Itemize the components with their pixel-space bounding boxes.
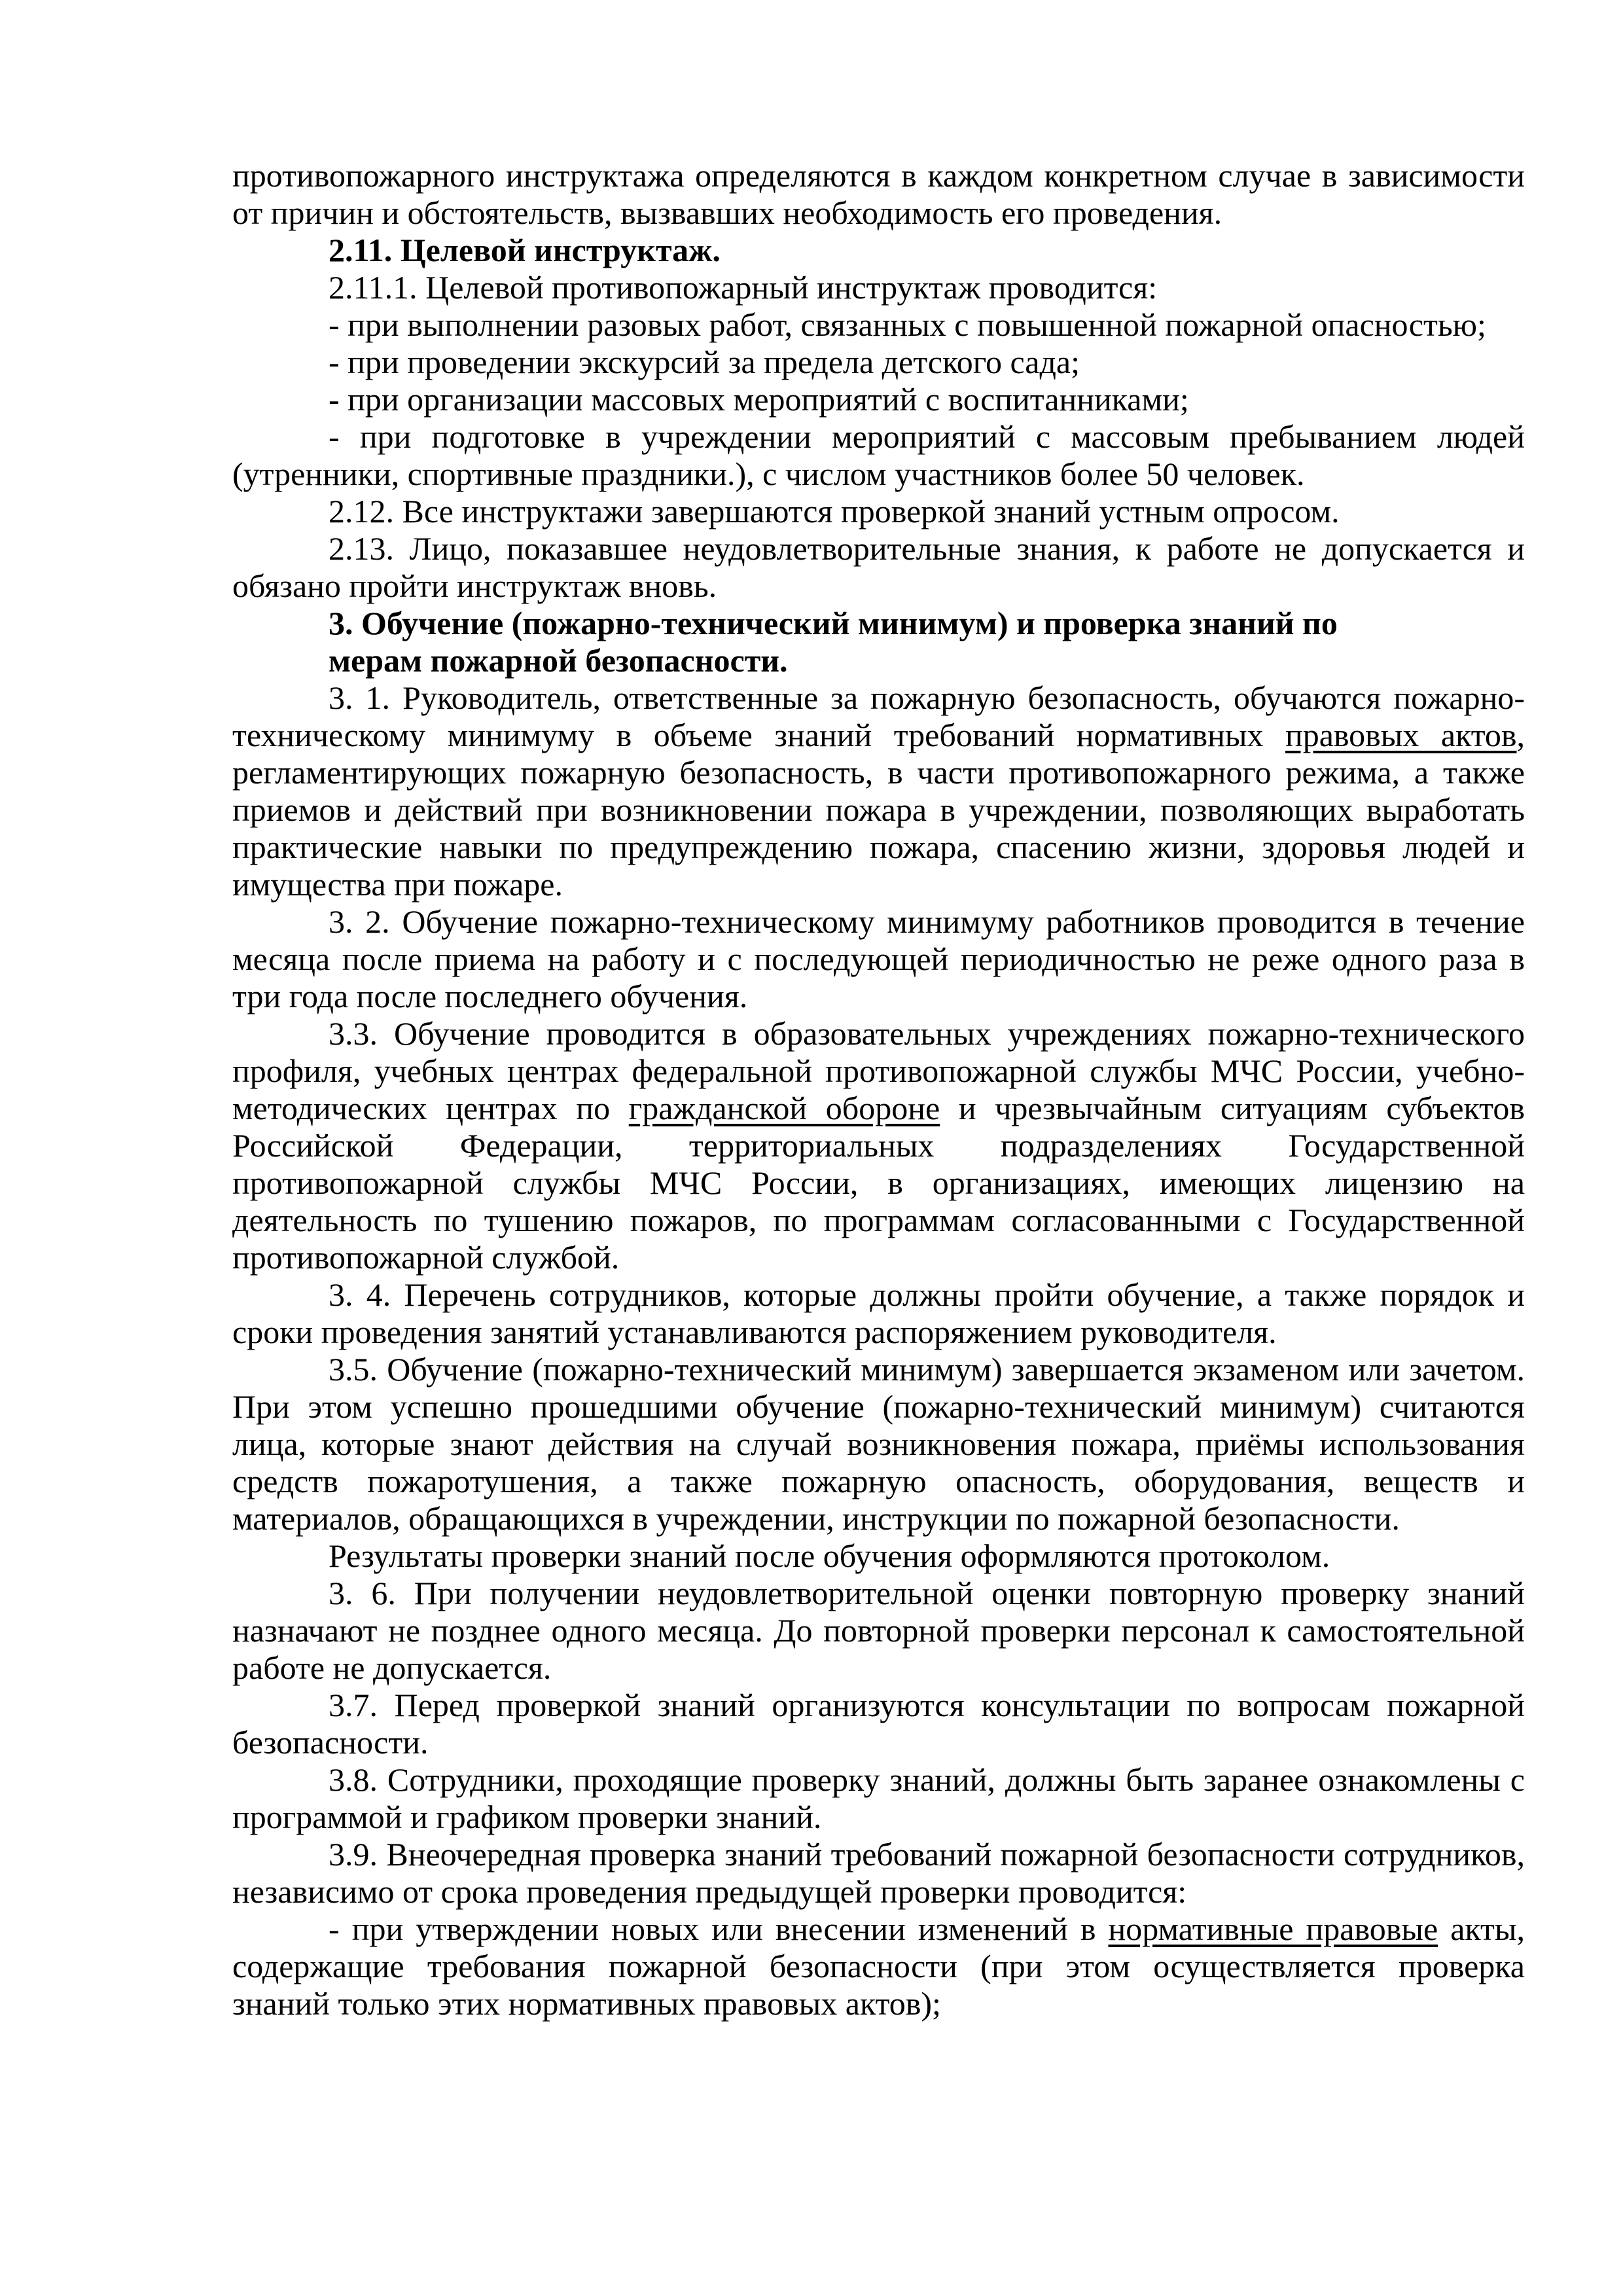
paragraph-1: противопожарного инструктажа определяются в каждом конкретном случае в зависимости от причин и обстоятельств, вызвавших необходимость его проведения. xyxy=(232,157,1525,231)
paragraph-13: 3.3. Обучение проводится в образовательных учреждениях пожарно-технического профиля, учебных центрах федеральной противопожарной службы МЧС России, учебно-методических центрах по гражданской обороне и чрезвычайным ситуациям субъектов Российской Федерации, территориальных подразделениях Государственной противопожарной службы МЧС России, в организациях, имеющих лицензию на деятельность по тушению пожаров, по программам согласованными с Государственной противопожарной службой. xyxy=(232,1015,1525,1276)
paragraph-6: - при организации массовых мероприятий с воспитанниками; xyxy=(329,381,1189,418)
section-heading-10 xyxy=(232,605,1525,679)
paragraph-8: 2.12. Все инструктажи завершаются проверкой знаний устным опросом. xyxy=(329,493,1340,529)
paragraph-12: 3. 2. Обучение пожарно-техническому минимуму работников проводится в течение месяца после приема на работу и с последующей периодичностью не реже одного раза в три года после последнего обучения. xyxy=(232,903,1525,1014)
paragraph-16: Результаты проверки знаний после обучения оформляются протоколом. xyxy=(329,1537,1330,1574)
paragraph-19: 3.8. Сотрудники, проходящие проверку знаний, должны быть заранее ознакомлены с программой и графиком проверки знаний. xyxy=(232,1761,1525,1835)
paragraph-21: - при утверждении новых или внесении изменений в нормативные правовые акты, содержащие требования пожарной безопасности (при этом осуществляется проверка знаний только этих нормативных правовых актов); xyxy=(232,1910,1525,2022)
heading-line-1: 3. Обучение (пожарно-технический минимум) и проверка знаний по xyxy=(329,605,1338,641)
underlined-text: гражданской обороне xyxy=(628,1090,940,1126)
paragraph-5: - при проведении экскурсий за предела детского сада; xyxy=(329,344,1080,380)
paragraph-11: 3. 1. Руководитель, ответственные за пожарную безопасность, обучаются пожарно-техническому минимуму в объеме знаний требований нормативных правовых актов, регламентирующих пожарную безопасность, в части противопожарного режима, а также приемов и действий при возникновении пожара в учреждении, позволяющих выработать практические навыки по предупреждению пожара, спасению жизни, здоровья людей и имущества при пожаре. xyxy=(232,679,1525,903)
paragraph-15: 3.5. Обучение (пожарно-технический минимум) завершается экзаменом или зачетом. При этом успешно прошедшими обучение (пожарно-технический минимум) считаются лица, которые знают действия на случай возникновения пожара, приёмы использования средств пожаротушения, а также пожарную опасность, оборудования, веществ и материалов, обращающихся в учреждении, инструкции по пожарной безопасности. xyxy=(232,1351,1525,1537)
paragraph-20: 3.9. Внеочередная проверка знаний требований пожарной безопасности сотрудников, независимо от срока проведения предыдущей проверки проводится: xyxy=(232,1836,1525,1910)
document-content xyxy=(232,157,1525,2022)
heading-line-2: мерам пожарной безопасности. xyxy=(329,642,788,679)
paragraph-4: - при выполнении разовых работ, связанных с повышенной пожарной опасностью; xyxy=(329,306,1486,343)
paragraph-17: 3. 6. При получении неудовлетворительной оценки повторную проверку знаний назначают не позднее одного месяца. До повторной проверки персонал к самостоятельной работе не допускается. xyxy=(232,1575,1525,1686)
paragraph-9: 2.13. Лицо, показавшее неудовлетворительные знания, к работе не допускается и обязано пройти инструктаж вновь. xyxy=(232,530,1525,604)
section-heading-2: 2.11. Целевой инструктаж. xyxy=(329,232,721,268)
underlined-text: правовых актов xyxy=(1285,717,1517,753)
paragraph-7: - при подготовке в учреждении мероприятий с массовым пребыванием людей (утренники, спортивные праздники.), с числом участников более 50 человек. xyxy=(232,418,1525,492)
paragraph-3: 2.11.1. Целевой противопожарный инструктаж проводится: xyxy=(329,269,1158,306)
paragraph-18: 3.7. Перед проверкой знаний организуются консультации по вопросам пожарной безопасности. xyxy=(232,1687,1525,1761)
paragraph-14: 3. 4. Перечень сотрудников, которые должны пройти обучение, а также порядок и сроки проведения занятий устанавливаются распоряжением руководителя. xyxy=(232,1276,1525,1350)
underlined-text: нормативные правовые xyxy=(1108,1910,1438,1947)
